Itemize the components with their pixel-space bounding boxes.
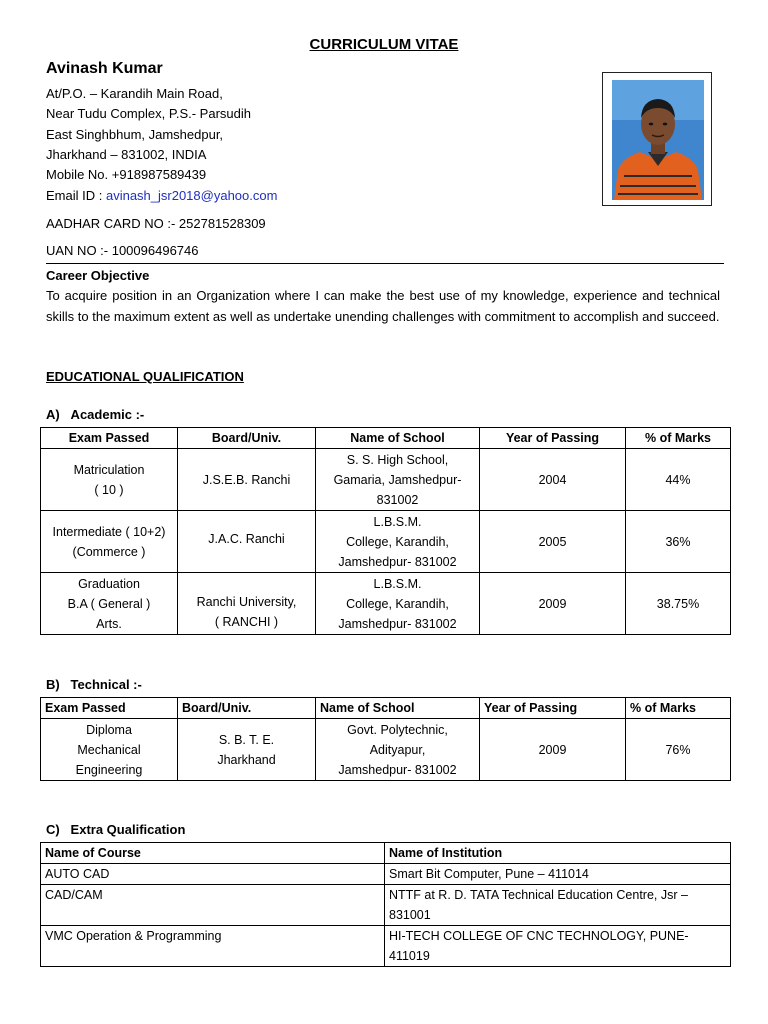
column-header: Name of Course bbox=[41, 843, 385, 864]
column-header: % of Marks bbox=[626, 698, 731, 719]
table-cell: Matriculation ( 10 ) bbox=[41, 449, 178, 511]
technical-table bbox=[40, 697, 731, 781]
table-cell: NTTF at R. D. TATA Technical Education Centre, Jsr – 831001 bbox=[385, 885, 731, 926]
technical-header-row bbox=[41, 698, 731, 719]
address-line-3: East Singhbhum, Jamshedpur, bbox=[46, 127, 224, 142]
education-heading: EDUCATIONAL QUALIFICATION bbox=[46, 369, 244, 384]
mobile-number: Mobile No. +918987589439 bbox=[46, 167, 207, 182]
table-cell: 76% bbox=[626, 719, 731, 781]
column-header: Name of Institution bbox=[385, 843, 731, 864]
table-cell: Graduation B.A ( General ) Arts. bbox=[41, 573, 178, 635]
table-cell: 2005 bbox=[480, 511, 626, 573]
table-row bbox=[41, 573, 731, 635]
header-divider bbox=[46, 263, 724, 264]
table-row bbox=[41, 864, 731, 885]
extra-qualification-label: C) Extra Qualification bbox=[46, 822, 186, 837]
email-row bbox=[46, 186, 277, 206]
uan-number: UAN NO :- 100096496746 bbox=[46, 243, 199, 258]
table-cell: S. B. T. E. Jharkhand bbox=[178, 719, 316, 781]
career-objective-heading: Career Objective bbox=[46, 268, 150, 283]
extra-qualification-table bbox=[40, 842, 731, 967]
column-header: Year of Passing bbox=[480, 428, 626, 449]
profile-photo bbox=[602, 72, 712, 206]
table-cell: Diploma Mechanical Engineering bbox=[41, 719, 178, 781]
column-header: Year of Passing bbox=[480, 698, 626, 719]
address-line-4: Jharkhand – 831002, INDIA bbox=[46, 147, 207, 162]
document-title: CURRICULUM VITAE bbox=[309, 36, 459, 53]
aadhar-number: AADHAR CARD NO :- 252781528309 bbox=[46, 216, 266, 231]
table-cell: 2004 bbox=[480, 449, 626, 511]
academic-label: A) Academic :- bbox=[46, 407, 145, 422]
table-cell: J.A.C. Ranchi bbox=[178, 511, 316, 573]
table-cell: 36% bbox=[626, 511, 731, 573]
email-label: Email ID : bbox=[46, 188, 106, 203]
academic-table bbox=[40, 427, 731, 635]
column-header: Name of School bbox=[316, 428, 480, 449]
column-header: Board/Univ. bbox=[178, 698, 316, 719]
column-header: Exam Passed bbox=[41, 698, 178, 719]
career-objective-text: To acquire position in an Organization where I can make the best use of my knowledge, experience and technical skills to the maximum extent as well as undertake unending challenges with commitment to accomplish and succeed. bbox=[46, 288, 720, 324]
table-cell: HI-TECH COLLEGE OF CNC TECHNOLOGY, PUNE- 411019 bbox=[385, 926, 731, 967]
table-cell: 2009 bbox=[480, 719, 626, 781]
academic-header-row bbox=[41, 428, 731, 449]
technical-label: B) Technical :- bbox=[46, 677, 142, 692]
column-header: % of Marks bbox=[626, 428, 731, 449]
table-cell: J.S.E.B. Ranchi bbox=[178, 449, 316, 511]
column-header: Exam Passed bbox=[41, 428, 178, 449]
table-row bbox=[41, 719, 731, 781]
extra-header-row bbox=[41, 843, 731, 864]
table-row bbox=[41, 511, 731, 573]
candidate-name: Avinash Kumar bbox=[46, 60, 163, 77]
table-cell: VMC Operation & Programming bbox=[41, 926, 385, 967]
table-cell: Intermediate ( 10+2) (Commerce ) bbox=[41, 511, 178, 573]
table-cell: 2009 bbox=[480, 573, 626, 635]
address-line-1: At/P.O. – Karandih Main Road, bbox=[46, 86, 223, 101]
table-row bbox=[41, 885, 731, 926]
portrait-illustration bbox=[612, 80, 704, 200]
column-header: Name of School bbox=[316, 698, 480, 719]
table-cell: Smart Bit Computer, Pune – 411014 bbox=[385, 864, 731, 885]
table-row bbox=[41, 449, 731, 511]
table-cell: 38.75% bbox=[626, 573, 731, 635]
table-cell: L.B.S.M. College, Karandih, Jamshedpur- 831002 bbox=[316, 573, 480, 635]
email-link[interactable]: avinash_jsr2018@yahoo.com bbox=[105, 188, 278, 203]
column-header: Board/Univ. bbox=[178, 428, 316, 449]
address-line-2: Near Tudu Complex, P.S.- Parsudih bbox=[46, 106, 251, 121]
table-cell: S. S. High School, Gamaria, Jamshedpur- 831002 bbox=[316, 449, 480, 511]
table-cell: 44% bbox=[626, 449, 731, 511]
table-cell: Govt. Polytechnic, Adityapur, Jamshedpur- 831002 bbox=[316, 719, 480, 781]
table-row bbox=[41, 926, 731, 967]
table-cell: L.B.S.M. College, Karandih, Jamshedpur- 831002 bbox=[316, 511, 480, 573]
table-cell: CAD/CAM bbox=[41, 885, 385, 926]
table-cell: Ranchi University, ( RANCHI ) bbox=[178, 573, 316, 635]
table-cell: AUTO CAD bbox=[41, 864, 385, 885]
